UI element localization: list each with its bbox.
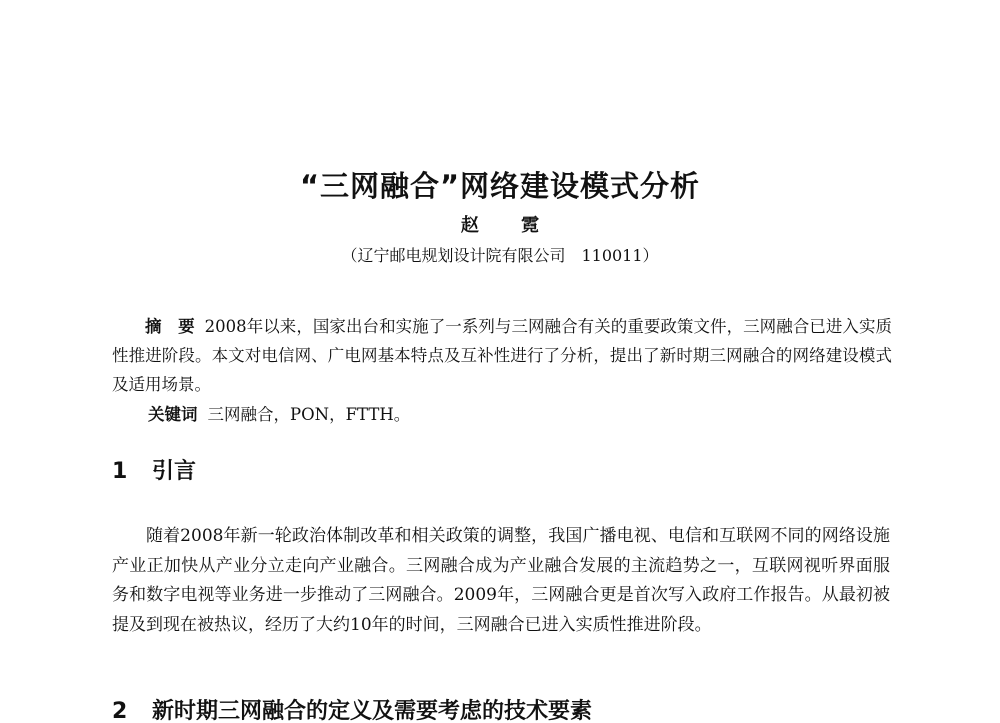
section-1-paragraph: 随着2008年新一轮政治体制改革和相关政策的调整，我国广播电视、电信和互联网不同的网络设施产业正加快从产业分立走向产业融合。三网融合成为产业融合发展的主流趋势之一，互联网视听界面服务和数字电视等业务进一步推动了三网融合。2009年，三网融合更是首次写入政府工作报告。从最初被提及到现在被热议，经历了大约10年的时间，三网融合已进入实质性推进阶段。 xyxy=(112,526,890,635)
abstract-label: 摘 要 xyxy=(145,317,195,336)
section-2-title: 新时期三网融合的定义及需要考虑的技术要素 xyxy=(152,699,593,723)
keywords-label: 关键词 xyxy=(148,405,198,424)
section-2-heading xyxy=(112,697,592,723)
paper-title: “三网融合”网络建设模式分析 xyxy=(299,169,701,203)
author-name: 赵 霓 xyxy=(460,215,558,236)
section-1-title: 引言 xyxy=(152,459,197,484)
section-1-number: 1 xyxy=(112,459,128,484)
author-affiliation: （辽宁邮电规划设计院有限公司 110011） xyxy=(341,246,659,265)
section-2-number: 2 xyxy=(112,699,128,723)
abstract xyxy=(112,312,892,399)
abstract-text: 2008年以来，国家出台和实施了一系列与三网融合有关的重要政策文件，三网融合已进入实质性推进阶段。本文对电信网、广电网基本特点及互补性进行了分析，提出了新时期三网融合的网络建设模式及适用场景。 xyxy=(112,317,893,394)
section-1-heading xyxy=(112,457,196,487)
keywords-text: 三网融合，PON，FTTH。 xyxy=(207,405,411,424)
keywords xyxy=(148,400,410,429)
